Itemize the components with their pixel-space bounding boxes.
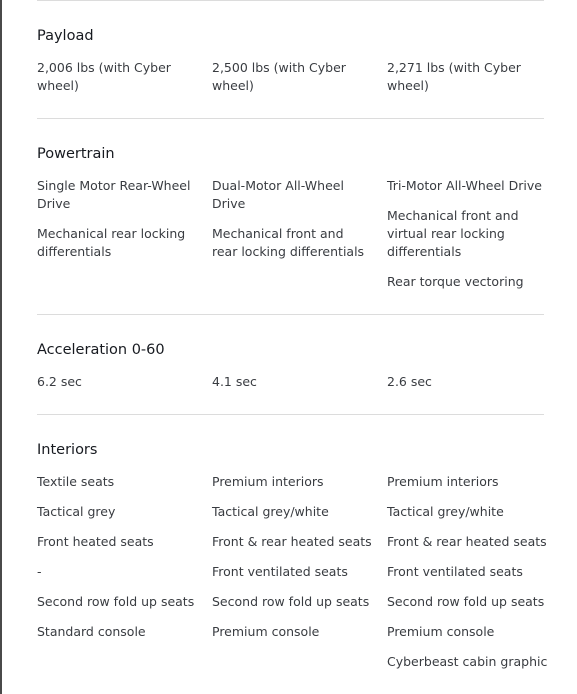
- section-title-payload: Payload: [37, 28, 94, 44]
- payload-value: 2,271 lbs (with Cyber wheel): [387, 60, 521, 93]
- powertrain-value: Rear torque vectoring: [387, 274, 524, 289]
- acceleration-value: 6.2 sec: [37, 374, 82, 389]
- section-divider: [37, 118, 544, 119]
- interiors-value: Tactical grey: [37, 504, 116, 519]
- powertrain-value: Tri-Motor All-Wheel Drive: [387, 178, 542, 193]
- interiors-value: Textile seats: [37, 474, 115, 489]
- interiors-value: Front ventilated seats: [387, 564, 523, 579]
- interiors-value: Front & rear heated seats: [387, 534, 547, 549]
- section-title-acceleration: Acceleration 0-60: [37, 342, 165, 358]
- interiors-value: Front & rear heated seats: [212, 534, 372, 549]
- interiors-value: Cyberbeast cabin graphic: [387, 654, 548, 669]
- interiors-value: Second row fold up seats: [37, 594, 195, 609]
- powertrain-value: Single Motor Rear-Wheel Drive: [37, 178, 191, 211]
- powertrain-value: Mechanical rear locking differentials: [37, 226, 186, 259]
- interiors-value: Premium interiors: [212, 474, 324, 489]
- interiors-value: Second row fold up seats: [212, 594, 370, 609]
- acceleration-value: 2.6 sec: [387, 374, 432, 389]
- section-divider: [37, 0, 544, 1]
- powertrain-value: Mechanical front and rear locking differentials: [212, 226, 365, 259]
- interiors-value: Standard console: [37, 624, 146, 639]
- interiors-value: Premium interiors: [387, 474, 499, 489]
- interiors-value: Premium console: [212, 624, 320, 639]
- payload-value: 2,006 lbs (with Cyber wheel): [37, 60, 171, 93]
- interiors-value: Tactical grey/white: [212, 504, 329, 519]
- powertrain-value: Mechanical front and virtual rear locking differentials: [387, 208, 519, 259]
- interiors-value: Front ventilated seats: [212, 564, 348, 579]
- interiors-value: Tactical grey/white: [387, 504, 504, 519]
- powertrain-value: Dual-Motor All-Wheel Drive: [212, 178, 344, 211]
- acceleration-value: 4.1 sec: [212, 374, 257, 389]
- payload-value: 2,500 lbs (with Cyber wheel): [212, 60, 346, 93]
- window-left-edge: [0, 0, 2, 694]
- interiors-value: Front heated seats: [37, 534, 154, 549]
- section-title-interiors: Interiors: [37, 442, 98, 458]
- interiors-value: Premium console: [387, 624, 495, 639]
- section-title-powertrain: Powertrain: [37, 146, 115, 162]
- section-divider: [37, 314, 544, 315]
- section-divider: [37, 414, 544, 415]
- interiors-value: Second row fold up seats: [387, 594, 545, 609]
- interiors-value: -: [37, 564, 42, 579]
